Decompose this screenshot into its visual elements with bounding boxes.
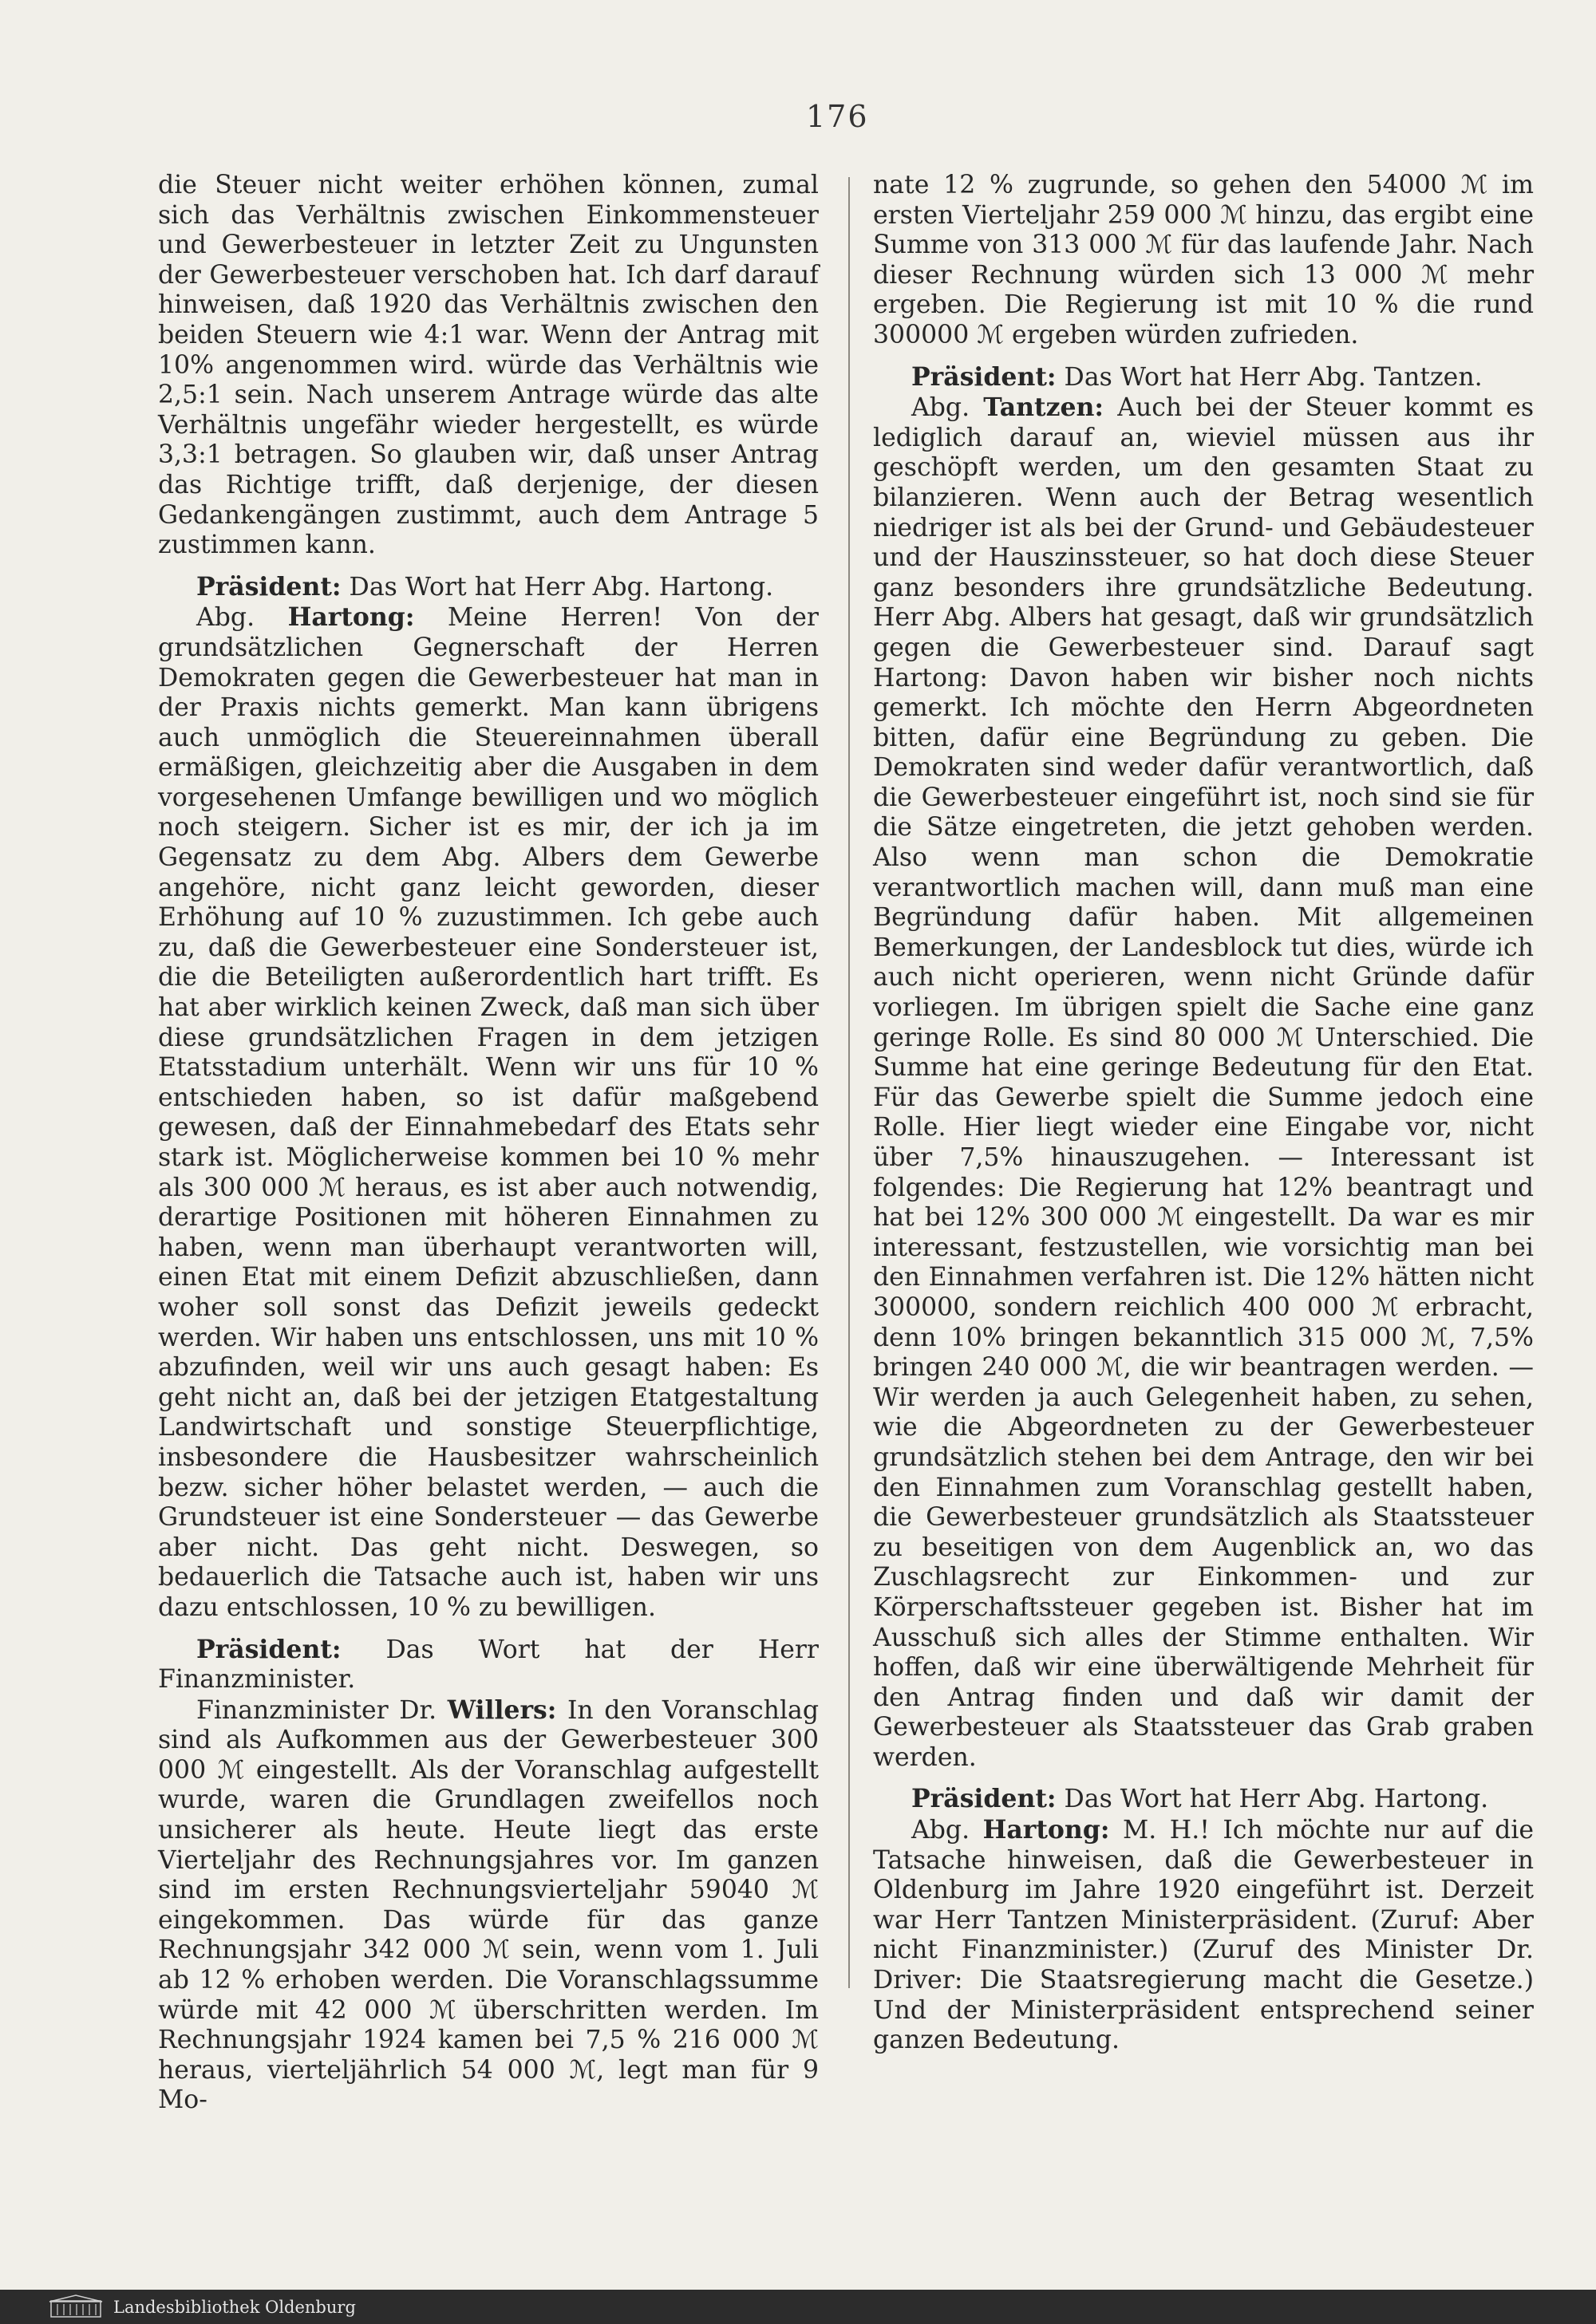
library-building-icon (48, 2294, 104, 2318)
column-rule (848, 177, 850, 1988)
speaker-name: Willers: (447, 1695, 557, 1725)
speaker-name: Tantzen: (983, 393, 1104, 423)
speech-text: Das Wort hat Herr Abg. Hartong. (341, 572, 774, 602)
speaker-name: Präsident: (911, 361, 1057, 392)
speaker-paragraph (158, 1635, 819, 1695)
speaker-prefix: Abg. (911, 1816, 983, 1845)
speaker-paragraph (873, 1784, 1534, 1815)
speaker-name: Hartong: (982, 1815, 1110, 1845)
speech-text: In den Voranschlag sind als Aufkommen aus der Gewerbesteuer 300 000 ℳ eingestellt. Als der Voranschlag aufgestellt wurde, waren die Grundlagen zweifellos noch unsicherer als heute. Heute liegt das erste Vierteljahr des Rechnungsjahres vor. Im ganzen sind im ersten Rechnungsvierteljahr 59040 ℳ eingekommen. Das würde für das ganze Rechnungsjahr 342 000 ℳ sein, wenn vom 1. Juli ab 12 % erhoben werden. Die Voranschlagssumme würde mit 42 000 ℳ überschritten werden. Im Rechnungsjahr 1924 kamen bei 7,5 % 216 000 ℳ heraus, vierteljährlich 54 000 ℳ, legt man für 9 Mo- (158, 1695, 819, 2115)
speaker-name: Hartong: (287, 602, 415, 633)
speaker-name: Präsident: (911, 1784, 1057, 1814)
speaker-name: Präsident: (196, 571, 342, 602)
footer-library-name: Landesbibliothek Oldenburg (113, 2298, 356, 2317)
speaker-prefix: Abg. (911, 393, 984, 423)
speaker-paragraph (873, 362, 1534, 393)
speaker-paragraph (158, 572, 819, 603)
speech-text: Auch bei der Steuer kommt es lediglich darauf an, wieviel müssen aus ihr geschöpft werden, um den gesamten Staat zu bilanzieren. Wenn auch der Betrag wesentlich niedriger ist als bei der Grund- und Gebäudesteuer und der Hauszinssteuer, so hat doch diese Steuer ganz besonders ihre grundsätzliche Bedeutung. Herr Abg. Albers hat gesagt, daß wir grundsätzlich gegen die Gewerbesteuer sind. Darauf sagt Hartong: Davon haben wir bisher noch nichts gemerkt. Ich möchte den Herrn Abgeordneten bitten, dafür eine Begründung zu geben. Die Demokraten sind weder dafür verantwortlich, daß die Gewerbesteuer eingeführt ist, noch sind sie für die Sätze eingetreten, die jetzt gehoben werden. Also wenn man schon die Demokratie verantwortlich machen will, dann muß man eine Begründung dafür haben. Mit allgemeinen Bemerkungen, der Landesblock tut dies, würde ich auch nicht operieren, wenn nicht Gründe dafür vorliegen. Im übrigen spielt die Sache eine ganz geringe Rolle. Es sind 80 000 ℳ Unterschied. Die Summe hat eine geringe Bedeutung für den Etat. Für das Gewerbe spielt die Summe jedoch eine Rolle. Hier liegt wieder eine Eingabe vor, nicht über 7,5% hinauszugehen. — Interessant ist folgendes: Die Regierung hat 12% beantragt und hat bei 12% 300 000 ℳ eingestellt. Da war es mir interessant, festzustellen, wie vorsichtig man bei den Einnahmen verfahren ist. Die 12% hätten nicht 300000, sondern reichlich 400 000 ℳ erbracht, denn 10% bringen bekanntlich 315 000 ℳ, 7,5% bringen 240 000 ℳ, die wir beantragen werden. — Wir werden ja auch Gelegenheit haben, zu sehen, wie die Abgeordneten zu der Gewerbesteuer grundsätzlich stehen bei dem Antrage, den wir bei den Einnahmen zum Voranschlag gestellt haben, die Gewerbesteuer grundsätzlich als Staatssteuer zu beseitigen von dem Augenblick an, wo das Zuschlagsrecht zur Einkommen- und zur Körperschaftssteuer gegeben ist. Bisher hat im Ausschuß sich alles der Stimme enthalten. Wir hoffen, daß wir eine überwältigende Mehrheit für den Antrag finden und daß wir damit der Gewerbesteuer als Staatssteuer das Grab graben werden. (873, 393, 1534, 1772)
speech-text: Das Wort hat Herr Abg. Hartong. (1056, 1785, 1489, 1814)
footer-bar (0, 2290, 1596, 2324)
speech-text: M. H.! Ich möchte nur auf die Tatsache hinweisen, daß die Gewerbesteuer in Oldenburg im Jahre 1920 eingeführt ist. Derzeit war Herr Tantzen Ministerpräsident. (Zuruf: Aber nicht Finanzminister.) (Zuruf des Minister Dr. Driver: Die Staatsregierung macht die Gesetze.) Und der Ministerpräsident entsprechend seiner ganzen Bedeutung. (873, 1816, 1534, 2055)
speaker-name: Präsident: (196, 1634, 342, 1664)
speech-text: Meine Herren! Von der grundsätzlichen Gegnerschaft der Herren Demokraten gegen die Gewerbesteuer hat man in der Praxis nichts gemerkt. Man kann übrigens auch unmöglich die Steuereinnahmen überall ermäßigen, gleichzeitig aber die Ausgaben in dem vorgesehenen Umfange bewilligen und wo möglich noch steigern. Sicher ist es mir, der ich ja im Gegensatz zu dem Abg. Albers dem Gewerbe angehöre, nicht ganz leicht geworden, dieser Erhöhung auf 10 % zuzustimmen. Ich gebe auch zu, daß die Gewerbesteuer eine Sondersteuer ist, die die Beteiligten außerordentlich hart trifft. Es hat aber wirklich keinen Zweck, daß man sich über diese grundsätzlichen Fragen in dem jetzigen Etatsstadium unterhält. Wenn wir uns für 10 % entschieden haben, so ist dafür maßgebend gewesen, daß der Einnahmebedarf des Etats sehr stark ist. Möglicherweise kommen bei 10 % mehr als 300 000 ℳ heraus, es ist aber auch notwendig, derartige Positionen mit höheren Einnahmen zu haben, wenn man überhaupt verantworten will, einen Etat mit einem Defizit abzuschließen, dann woher soll sonst das Defizit jeweils gedeckt werden. Wir haben uns entschlossen, uns mit 10 % abzufinden, weil wir uns auch gesagt haben: Es geht nicht an, daß bei der jetzigen Etatgestaltung Landwirtschaft und sonstige Steuerpflichtige, insbesondere die Hausbesitzer wahrscheinlich bezw. sicher höher belastet werden, — auch die Grundsteuer ist eine Sondersteuer — das Gewerbe aber nicht. Das geht nicht. Deswegen, so bedauerlich die Tatsache auch ist, haben wir uns dazu entschlossen, 10 % zu bewilligen. (158, 603, 819, 1622)
speaker-paragraph (873, 393, 1534, 1773)
speaker-paragraph (873, 1815, 1534, 2056)
paragraph: nate 12 % zugrunde, so gehen den 54000 ℳ im ersten Vierteljahr 259 000 ℳ hinzu, das ergibt eine Summe von 313 000 ℳ für das laufende Jahr. Nach dieser Rechnung würden sich 13 000 ℳ mehr ergeben. Die Regierung ist mit 10 % die rund 300000 ℳ ergeben würden zufrieden. (873, 171, 1534, 349)
speech-text: Das Wort hat Herr Abg. Tantzen. (1056, 362, 1483, 392)
speaker-paragraph (158, 1695, 819, 2116)
speaker-prefix: Finanzminister Dr. (196, 1695, 448, 1725)
right-column (873, 171, 1534, 2056)
page-number: 176 (806, 99, 869, 134)
speech-text: Das Wort hat der Herr Finanzminister. (158, 1635, 819, 1695)
paragraph: die Steuer nicht weiter erhöhen können, zumal sich das Verhältnis zwischen Einkommensteuer und Gewerbesteuer in letzter Zeit zu Ungunsten der Gewerbesteuer verschoben hat. Ich darf darauf hinweisen, daß 1920 das Verhältnis zwischen den beiden Steuern wie 4:1 war. Wenn der Antrag mit 10% angenommen wird. würde das Verhältnis wie 2,5:1 sein. Nach unserem Antrage würde das alte Verhältnis ungefähr wieder hergestellt, es würde 3,3:1 betragen. So glauben wir, daß unser Antrag das Richtige trifft, daß derjenige, der diesen Gedankengängen zustimmt, auch dem Antrage 5 zustimmen kann. (158, 171, 819, 560)
speaker-paragraph (158, 602, 819, 1623)
speaker-prefix: Abg. (196, 603, 288, 633)
left-column (158, 171, 819, 2116)
